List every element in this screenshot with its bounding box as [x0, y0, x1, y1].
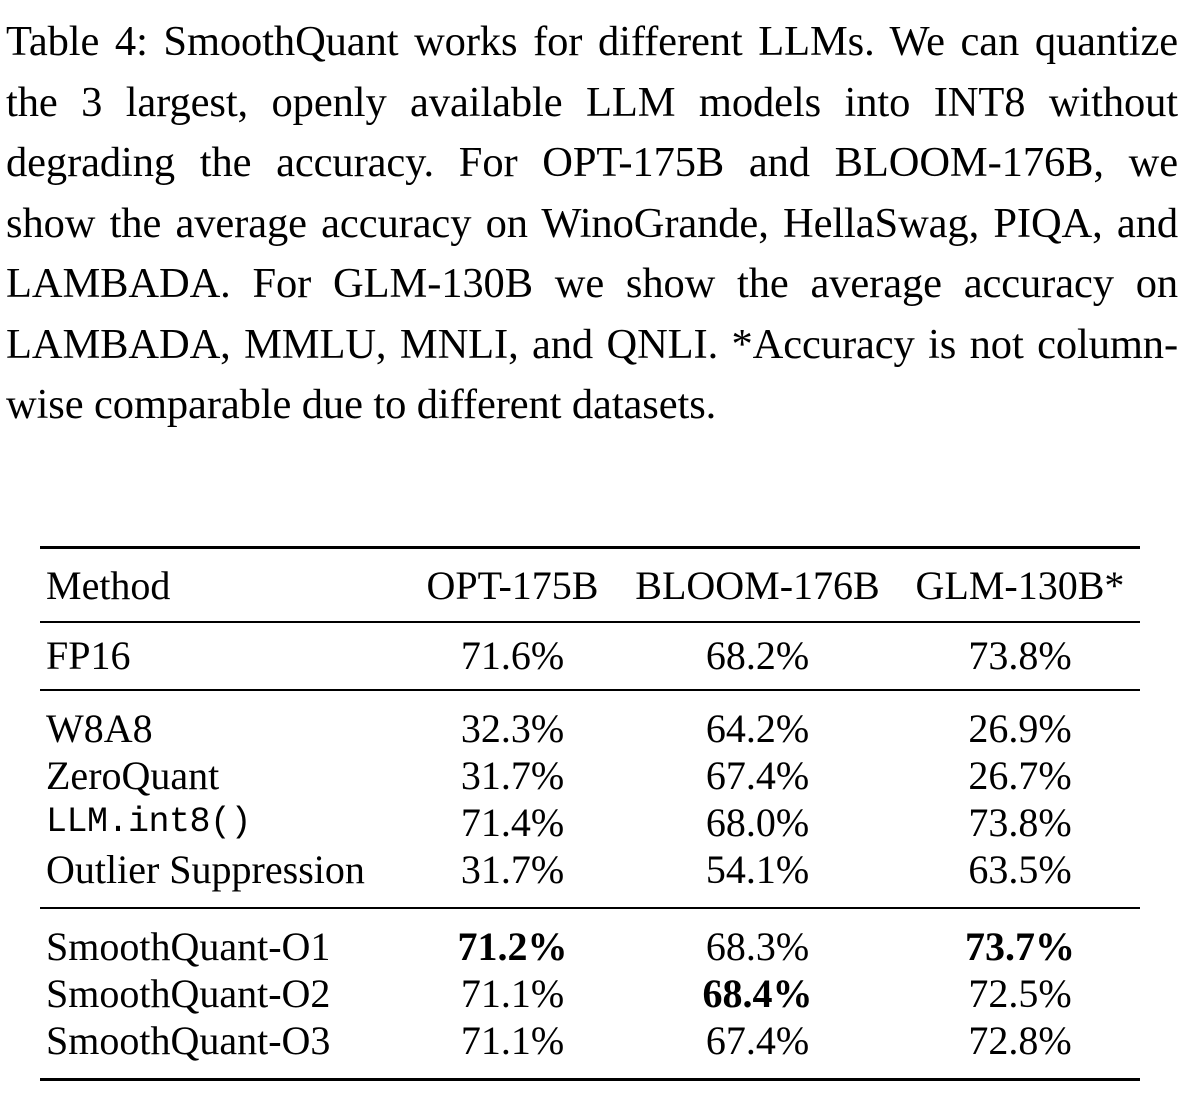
glm-cell: 72.8%	[968, 1018, 1072, 1063]
table-row	[40, 1017, 1140, 1078]
method-cell: LLM.int8()	[46, 802, 252, 842]
table-row	[40, 691, 1140, 752]
results-table-body	[40, 549, 1140, 621]
results-table	[40, 546, 1140, 1081]
opt-cell: 31.7%	[460, 753, 565, 798]
glm-cell: 73.8%	[968, 633, 1072, 678]
group-smoothquant	[40, 909, 1140, 1078]
table-row	[40, 970, 1140, 1017]
header-opt: OPT-175B	[426, 562, 599, 608]
method-cell: SmoothQuant-O2	[46, 971, 331, 1016]
header-row	[40, 549, 1140, 621]
opt-cell: 71.1%	[460, 971, 565, 1016]
method-cell: Outlier Suppression	[46, 847, 365, 892]
opt-cell-best: 71.2%	[457, 924, 568, 969]
method-cell: SmoothQuant-O1	[46, 924, 331, 969]
glm-cell: 63.5%	[968, 847, 1072, 892]
bloom-cell: 68.3%	[705, 924, 810, 969]
bottom-rule	[40, 1078, 1140, 1081]
table-row	[40, 846, 1140, 907]
bloom-cell: 68.2%	[705, 633, 810, 678]
header-glm: GLM-130B*	[915, 562, 1125, 608]
bloom-cell: 64.2%	[705, 706, 810, 751]
method-cell: W8A8	[46, 706, 153, 751]
opt-cell: 31.7%	[460, 847, 565, 892]
glm-cell: 26.7%	[968, 753, 1072, 798]
table-row	[40, 799, 1140, 846]
table-caption: Table 4: SmoothQuant works for different LLMs. We can quantize the 3 largest, openly available LLM models into INT8 without degrading the accuracy. For OPT-175B and BLOOM-176B, we show the average accuracy on WinoGrande, HellaSwag, PIQA, and LAMBADA. For GLM-130B we show the average accuracy on LAMBADA, MMLU, MNLI, and QNLI. *Accuracy is not column-wise comparable due to different datasets.	[6, 18, 1178, 428]
header-method: Method	[46, 562, 171, 608]
header-bloom: BLOOM-176B	[635, 562, 880, 608]
bloom-cell: 67.4%	[705, 753, 810, 798]
group-baseline	[40, 623, 1140, 689]
opt-cell: 71.1%	[460, 1018, 565, 1063]
table-row	[40, 623, 1140, 689]
table-row	[40, 752, 1140, 799]
bloom-cell: 67.4%	[705, 1018, 810, 1063]
method-cell: SmoothQuant-O3	[46, 1018, 331, 1063]
method-cell: FP16	[46, 633, 131, 678]
glm-cell: 26.9%	[968, 706, 1072, 751]
table-row	[40, 909, 1140, 970]
opt-cell: 71.4%	[460, 800, 565, 845]
method-cell: ZeroQuant	[46, 753, 220, 798]
glm-cell-best: 73.7%	[965, 924, 1075, 969]
bloom-cell: 54.1%	[705, 847, 810, 892]
bloom-cell-best: 68.4%	[702, 971, 813, 1016]
glm-cell: 72.5%	[968, 971, 1072, 1016]
opt-cell: 32.3%	[460, 706, 565, 751]
opt-cell: 71.6%	[460, 633, 565, 678]
bloom-cell: 68.0%	[705, 800, 810, 845]
glm-cell: 73.8%	[968, 800, 1072, 845]
group-baselines-int8	[40, 691, 1140, 907]
